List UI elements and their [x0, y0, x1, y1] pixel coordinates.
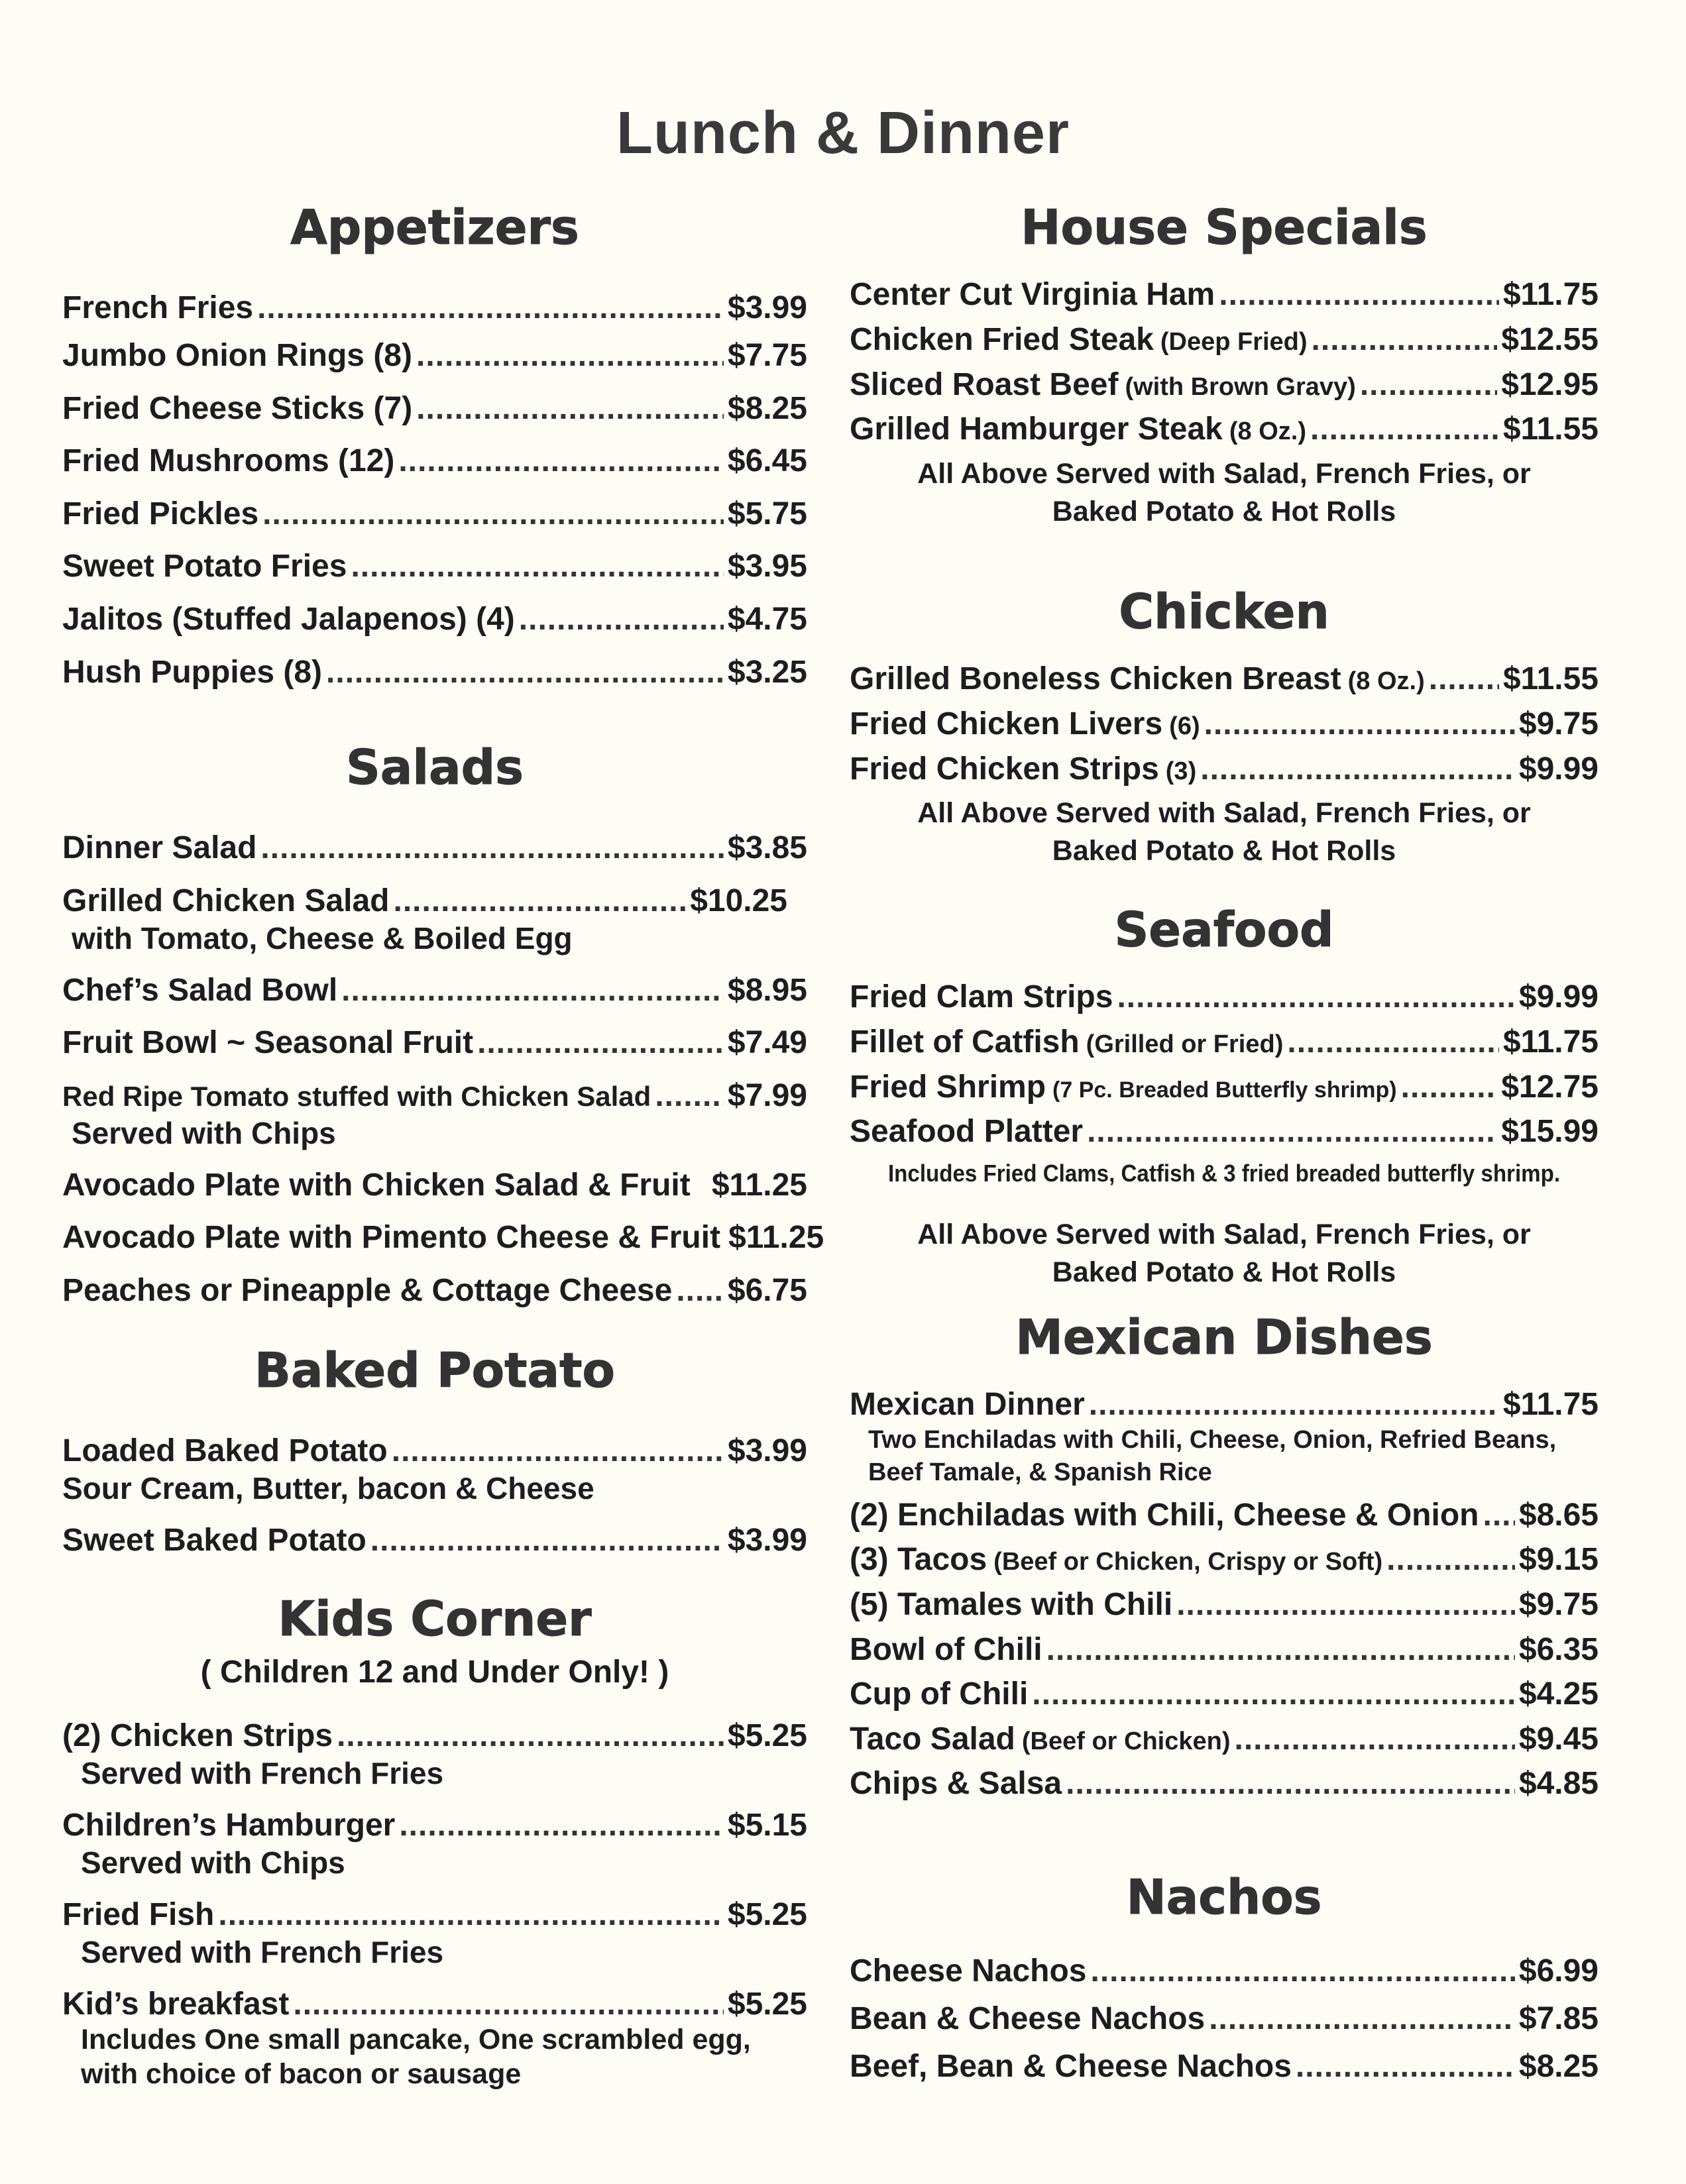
section-note: Baked Potato & Hot Rolls [1052, 835, 1396, 867]
section-note: All Above Served with Salad, French Fries, or [917, 1218, 1531, 1250]
menu-item: Kid’s breakfast ..... $5.25 Includes One small pancake, One scrambled egg, with choice of bacon or sausage [62, 1985, 807, 2092]
section-note: All Above Served with Salad, French Fries, or [917, 797, 1531, 830]
section-title: Mexican Dishes [1015, 1309, 1433, 1365]
item-description: Sour Cream, Butter, bacon & Cheese [62, 1470, 594, 1505]
menu-item: Grilled Boneless Chicken Breast (8 Oz.) ..... $11.55 [850, 660, 1599, 698]
menu-item: Avocado Plate with Chicken Salad & Fruit $11.25 [62, 1167, 807, 1203]
page-title: Lunch & Dinner [616, 100, 1070, 166]
menu-item: Fried Chicken Livers (6) ..... $9.75 [850, 705, 1599, 743]
section-note: Baked Potato & Hot Rolls [1052, 495, 1396, 527]
platter-note: Includes Fried Clams, Catfish & 3 fried breaded butterfly shrimp. [887, 1159, 1561, 1187]
section-title: Appetizers [290, 199, 579, 255]
menu-item: Cheese Nachos ..... $6.99 [850, 1952, 1599, 1991]
section-baked-potato [62, 1342, 807, 1560]
menu-item: Red Ripe Tomato stuffed with Chicken Salad ..... $7.99 Served with Chips [62, 1077, 807, 1152]
section-seafood [850, 901, 1599, 1291]
menu-item: Fried Pickles ..... $5.75 [62, 495, 807, 533]
menu-item: Chicken Fried Steak (Deep Fried) ..... $12.55 [850, 321, 1599, 359]
item-description: Served with French Fries [81, 1755, 444, 1790]
menu-item: Cup of Chili ..... $4.25 [850, 1675, 1599, 1714]
section-salads [62, 739, 824, 1310]
item-description: Served with Chips [72, 1115, 336, 1150]
section-title: Baked Potato [254, 1342, 615, 1398]
menu-item: Fried Chicken Strips (3) ..... $9.99 [850, 750, 1599, 789]
menu-item: Beef, Bean & Cheese Nachos ..... $8.25 [850, 2048, 1599, 2086]
menu-item: Mexican Dinner ..... $11.75 Two Enchiladas with Chili, Cheese, Onion, Refried Beans, Beef Tamale, & Spanish Rice [850, 1386, 1599, 1489]
section-mexican-dishes [850, 1309, 1599, 1803]
menu-item: Fruit Bowl ~ Seasonal Fruit ..... $7.49 [62, 1024, 807, 1062]
menu-item: Bowl of Chili ..... $6.35 [850, 1631, 1599, 1669]
menu-item: Grilled Chicken Salad ..... $10.25 with Tomato, Cheese & Boiled Egg [62, 882, 807, 957]
section-title: Salads [345, 739, 524, 795]
section-note: All Above Served with Salad, French Fries, or [917, 457, 1531, 490]
section-appetizers [62, 199, 807, 691]
menu-item: Fried Mushrooms (12) ..... $6.45 [62, 442, 807, 480]
menu-item: Center Cut Virginia Ham ..... $11.75 [850, 276, 1599, 314]
item-description: Served with Chips [81, 1845, 345, 1880]
menu-item: Peaches or Pineapple & Cottage Cheese ..... $6.75 [62, 1272, 807, 1310]
section-title: Seafood [1114, 902, 1334, 957]
menu-item: Seafood Platter ..... $15.99 [850, 1113, 1599, 1151]
menu-item: Chips & Salsa ..... $4.85 [850, 1765, 1599, 1803]
menu-item: (2) Chicken Strips ..... $5.25 Served with French Fries [62, 1717, 807, 1792]
section-note: Baked Potato & Hot Rolls [1052, 1256, 1396, 1288]
menu-item: Fried Fish ..... $5.25 Served with French Fries [62, 1896, 807, 1971]
menu-item: Children’s Hamburger ..... $5.15 Served with Chips [62, 1806, 807, 1881]
menu-item: Bean & Cheese Nachos ..... $7.85 [850, 2000, 1599, 2038]
section-title: Chicken [1119, 584, 1329, 639]
item-description: Two Enchiladas with Chili, Cheese, Onion, Refried Beans, [868, 1425, 1557, 1454]
menu-item: (2) Enchiladas with Chili, Cheese & Onion ..... $8.65 [850, 1496, 1599, 1535]
item-description: Beef Tamale, & Spanish Rice [868, 1458, 1212, 1487]
menu-item: Sweet Potato Fries ..... $3.95 [62, 547, 807, 586]
menu-item: Jalitos (Stuffed Jalapenos) (4) ..... $4.75 [62, 600, 807, 639]
menu-item: French Fries ..... $3.99 [62, 289, 807, 327]
menu-item: Taco Salad (Beef or Chicken) ..... $9.45 [850, 1720, 1599, 1759]
menu-item: Sliced Roast Beef (with Brown Gravy) ..... $12.95 [850, 366, 1599, 404]
menu-item: Avocado Plate with Pimento Cheese & Fruit $11.25 [62, 1220, 824, 1256]
section-nachos [850, 1869, 1599, 2085]
section-title: House Specials [1021, 199, 1428, 255]
menu-item: Fried Clam Strips ..... $9.99 [850, 978, 1599, 1016]
section-chicken [850, 583, 1599, 871]
section-subtitle: ( Children 12 and Under Only! ) [200, 1655, 669, 1690]
section-house-specials [850, 199, 1599, 531]
menu-item: Jumbo Onion Rings (8) ..... $7.75 [62, 337, 807, 375]
menu-item: (5) Tamales with Chili ..... $9.75 [850, 1586, 1599, 1624]
menu-item: Fillet of Catfish (Grilled or Fried) ..... $11.75 [850, 1023, 1599, 1062]
menu-item: Loaded Baked Potato ..... $3.99 Sour Cream, Butter, bacon & Cheese [62, 1432, 807, 1507]
menu-item: Grilled Hamburger Steak (8 Oz.) ..... $11.55 [850, 410, 1599, 449]
menu-item: Fried Cheese Sticks (7) ..... $8.25 [62, 390, 807, 428]
section-title: Kids Corner [278, 1591, 592, 1647]
menu-item: Fried Shrimp (7 Pc. Breaded Butterfly shrimp) ..... $12.75 [850, 1068, 1599, 1107]
section-title: Nachos [1126, 1869, 1322, 1925]
menu-item: Dinner Salad ..... $3.85 [62, 829, 807, 867]
item-description: Includes One small pancake, One scrambled egg, [81, 2024, 751, 2056]
item-description: with Tomato, Cheese & Boiled Egg [72, 920, 573, 956]
item-description: Served with French Fries [81, 1934, 444, 1969]
menu-item: (3) Tacos (Beef or Chicken, Crispy or Soft) ..... $9.15 [850, 1541, 1599, 1579]
menu-item: Hush Puppies (8) ..... $3.25 [62, 653, 807, 692]
section-kids-corner [62, 1590, 807, 2092]
menu-item: Chef’s Salad Bowl ..... $8.95 [62, 971, 807, 1010]
item-description: with choice of bacon or sausage [81, 2057, 522, 2090]
menu-item: Sweet Baked Potato ..... $3.99 [62, 1521, 807, 1560]
